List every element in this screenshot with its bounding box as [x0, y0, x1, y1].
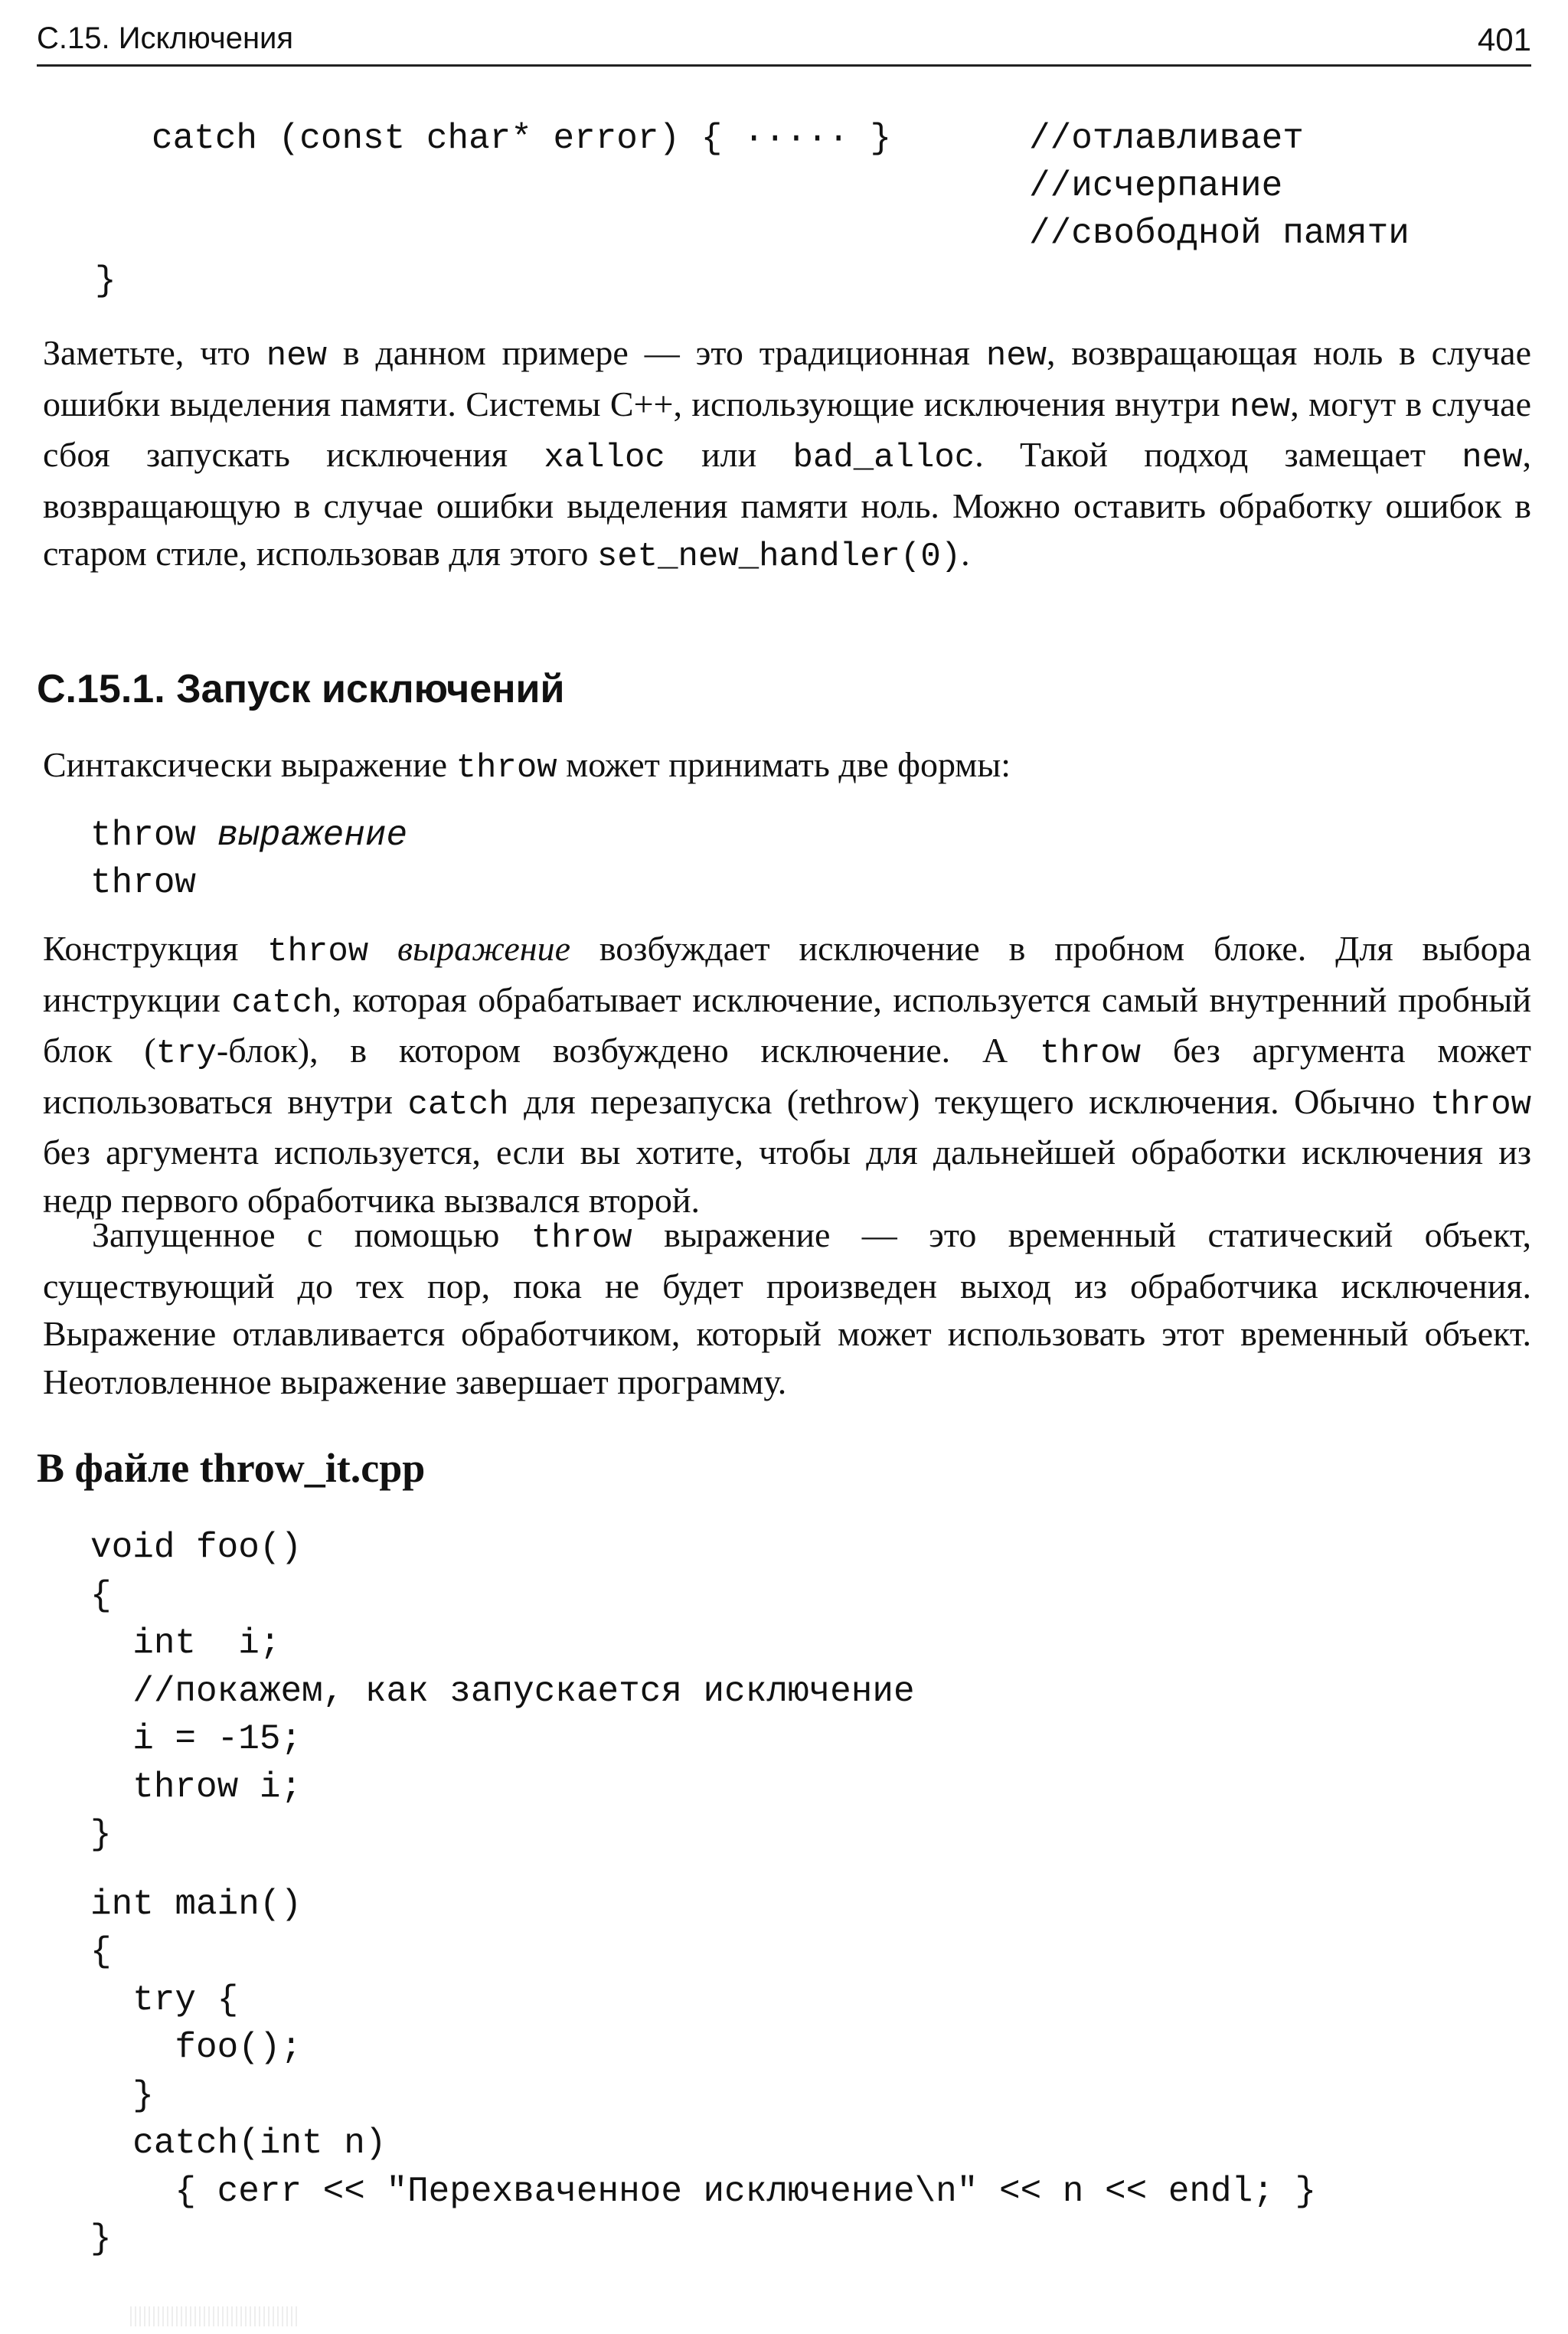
- code-line: {: [90, 1575, 112, 1616]
- paragraph-temporary-object: Запущенное с помощью throw выражение — это временный статический объект, существующий до тех пор, пока не будет произведен выход из обработчика исключения. Выражение отлавливается обработчиком, который может использовать этот временный объект. Неотловленное выражение завершает программу.: [43, 1215, 1531, 1401]
- running-header: [37, 21, 1531, 66]
- file-heading: В файле throw_it.cpp: [37, 1445, 426, 1491]
- code-line: }: [90, 2219, 112, 2259]
- code-line: void foo(): [90, 1528, 302, 1567]
- code-comment-1: //отлавливает: [1029, 119, 1304, 159]
- code-line: foo();: [90, 2028, 302, 2068]
- syntax-form-1: throw выражение: [90, 816, 408, 855]
- code-line: catch(int n): [90, 2123, 387, 2163]
- code-line: int i;: [90, 1623, 281, 1663]
- code-line: i = -15;: [90, 1719, 302, 1759]
- code-listing: [90, 1524, 1316, 2264]
- paragraph-new-explanation: Заметьте, что new в данном примере — это традиционная new, возвращающая ноль в случае ошибки выделения памяти. Системы С++, использующие исключения внутри new, могут в случае сбоя запускать исключения xalloc или bad_alloc. Такой подход замещает new, возвращающую в случае ошибки выделения памяти ноль. Можно оставить обработку ошибок в старом стиле, использовав для этого set_new_handler(0).: [43, 333, 1532, 576]
- code-line: try {: [90, 1979, 239, 2020]
- chapter-title: С.15. Исключения: [37, 21, 294, 55]
- code-line: throw i;: [90, 1767, 302, 1807]
- code-catch-line: catch (const char* error) { ····· }: [152, 119, 892, 159]
- code-line: { cerr << "Перехваченное исключение\n" << n << endl; }: [90, 2171, 1317, 2211]
- code-close-brace: }: [95, 261, 116, 301]
- code-line: //покажем, как запускается исключение: [90, 1671, 915, 1711]
- scan-noise: [130, 2306, 299, 2326]
- code-comment-3: //свободной памяти: [1029, 214, 1410, 253]
- section-heading: С.15.1. Запуск исключений: [37, 667, 565, 711]
- header-rule: [37, 64, 1531, 67]
- code-line: int main(): [90, 1884, 302, 1924]
- code-line: {: [90, 1932, 112, 1972]
- code-line: }: [90, 2075, 154, 2116]
- code-comment-2: //исчерпание: [1029, 166, 1283, 206]
- code-line: }: [90, 1815, 112, 1855]
- paragraph-throw-semantics: Конструкция throw выражение возбуждает исключение в пробном блоке. Для выбора инструкции catch, которая обрабатывает исключение, используется самый внутренний пробный блок (try-блок), в котором возбуждено исключение. А throw без аргумента может использоваться внутри catch для перезапуска (rethrow) текущего исключения. Обычно throw без аргумента используется, если вы хотите, чтобы для дальнейшей обработки исключения из недр первого обработчика вызвался второй.: [43, 929, 1532, 1220]
- page-number: 401: [1477, 21, 1531, 57]
- paragraph-syntax-intro: Синтаксически выражение throw может принимать две формы:: [43, 745, 1011, 787]
- syntax-form-2: throw: [90, 863, 197, 903]
